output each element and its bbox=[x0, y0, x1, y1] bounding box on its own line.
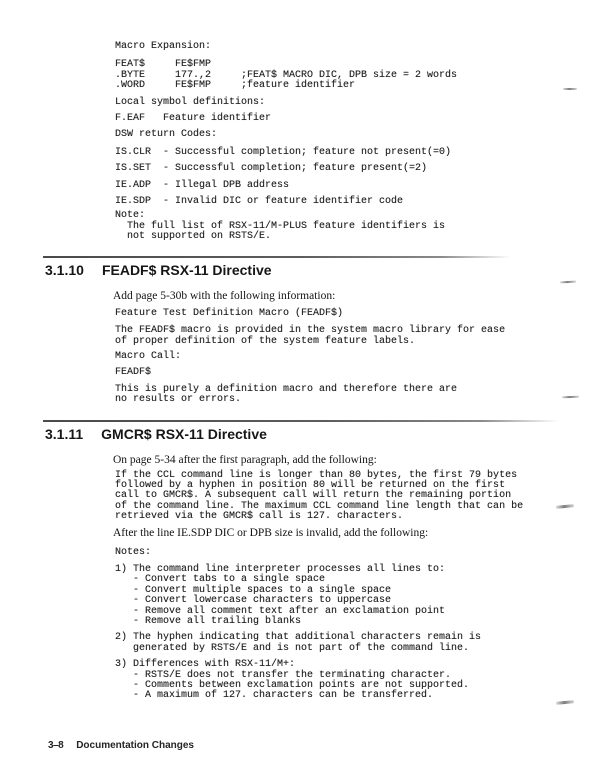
note-line: not supported on RSTS/E. bbox=[115, 231, 272, 243]
gmcr-notes bbox=[115, 548, 604, 702]
dsw-code-line: IE.SDP - Invalid DIC or feature identifier code bbox=[115, 196, 404, 208]
macro-expansion-code bbox=[115, 60, 604, 91]
scan-margin-mark bbox=[563, 88, 577, 90]
note-line: - Remove all comment text after an exclamation point bbox=[115, 605, 446, 617]
code-line: .BYTE 177.,2 ;FEAT$ MACRO DIC, DPB size = 2 words bbox=[115, 69, 458, 81]
feadf-section-body bbox=[115, 309, 604, 406]
section-heading-feadf bbox=[45, 263, 604, 278]
body-line: of proper definition of the system feature labels. bbox=[115, 335, 416, 347]
result-line: This is purely a definition macro and therefore there are bbox=[115, 383, 458, 395]
note-line: - Convert multiple spaces to a single space bbox=[115, 584, 392, 596]
note-line: 3) Differences with RSX-11/M+: bbox=[115, 659, 296, 671]
section-divider-rule bbox=[43, 256, 511, 258]
scan-margin-mark bbox=[556, 700, 574, 705]
paragraph-line: followed by a hyphen in position 80 will be returned on the first bbox=[115, 479, 506, 491]
paragraph-line: of the command line. The maximum CCL command line length that can be bbox=[115, 500, 524, 512]
code-line: FEAT$ FE$FMP bbox=[115, 59, 212, 71]
note-item-3 bbox=[115, 660, 604, 702]
ccl-paragraph bbox=[115, 471, 604, 523]
note-line: - Remove all trailing blanks bbox=[115, 616, 302, 627]
gmcr-section-body bbox=[115, 471, 604, 523]
note-line: - Comments between exclamation points are not supported. bbox=[115, 680, 470, 692]
code-line: .WORD FE$FMP ;feature identifier bbox=[115, 80, 356, 92]
note-line: - A maximum of 127. characters can be transferred. bbox=[115, 690, 434, 702]
section-number: 3.1.11 bbox=[45, 425, 84, 442]
paragraph-line: call to GMCR$. A subsequent call will return the remaining portion bbox=[115, 490, 512, 502]
section-heading-gmcr bbox=[45, 427, 604, 442]
section-title: FEADF$ RSX-11 Directive bbox=[101, 261, 272, 278]
feadf-description bbox=[115, 326, 604, 347]
macro-call-line: FEADF$ bbox=[115, 367, 152, 379]
note-label: Note: bbox=[115, 210, 146, 222]
note-item-2 bbox=[115, 633, 604, 654]
result-line: no results or errors. bbox=[115, 394, 242, 406]
section-intro-line: Add page 5-30b with the following information: bbox=[113, 289, 336, 302]
note-line: - Convert lowercase characters to uppercase bbox=[115, 595, 392, 607]
local-symbol-line: F.EAF Feature identifier bbox=[115, 113, 272, 125]
section-intro-line: On page 5-34 after the first paragraph, add the following: bbox=[113, 453, 377, 466]
section-number: 3.1.10 bbox=[45, 261, 84, 278]
feadf-result bbox=[115, 385, 604, 406]
paragraph-line: retrieved via the GMCR$ call is 127. characters. bbox=[115, 511, 404, 523]
footer-label: Documentation Changes bbox=[76, 740, 194, 751]
note-item-1 bbox=[115, 565, 604, 627]
scan-margin-mark bbox=[560, 281, 576, 284]
dsw-return-codes-label: DSW return Codes: bbox=[115, 129, 218, 141]
section-title: GMCR$ RSX-11 Directive bbox=[101, 425, 267, 442]
note-line: The full list of RSX-11/M-PLUS feature identifiers is bbox=[115, 220, 446, 232]
notes-label: Notes: bbox=[115, 546, 152, 558]
note-line: 1) The command line interpreter processes all lines to: bbox=[115, 563, 446, 575]
local-symbols-label: Local symbol definitions: bbox=[115, 96, 266, 108]
feat-macro-block bbox=[115, 42, 604, 243]
note-line: 2) The hyphen indicating that additional characters remain is bbox=[115, 632, 482, 644]
note-line: - Convert tabs to a single space bbox=[115, 574, 326, 586]
dsw-code-line: IE.ADP - Illegal DPB address bbox=[115, 179, 290, 191]
macro-call-label: Macro Call: bbox=[115, 350, 182, 362]
paragraph-line: If the CCL command line is longer than 80 bytes, the first 79 bytes bbox=[115, 469, 518, 481]
section-divider-rule bbox=[43, 420, 559, 422]
note-line: generated by RSTS/E and is not part of the command line. bbox=[115, 642, 470, 654]
macro-name-line: Feature Test Definition Macro (FEADF$) bbox=[115, 307, 344, 319]
dsw-code-line: IS.SET - Successful completion; feature present(=2) bbox=[115, 163, 428, 175]
after-line-instruction: After the line IE.SDP DIC or DPB size is invalid, add the following: bbox=[113, 526, 429, 539]
macro-expansion-label: Macro Expansion: bbox=[115, 41, 212, 52]
note-line: - RSTS/E does not transfer the terminating character. bbox=[115, 669, 452, 681]
body-line: The FEADF$ macro is provided in the system macro library for ease bbox=[115, 325, 506, 337]
page-number: 3–8 bbox=[48, 740, 64, 751]
dsw-code-line: IS.CLR - Successful completion; feature not present(=0) bbox=[115, 146, 452, 158]
note-block bbox=[115, 211, 604, 242]
page-footer bbox=[48, 740, 194, 751]
